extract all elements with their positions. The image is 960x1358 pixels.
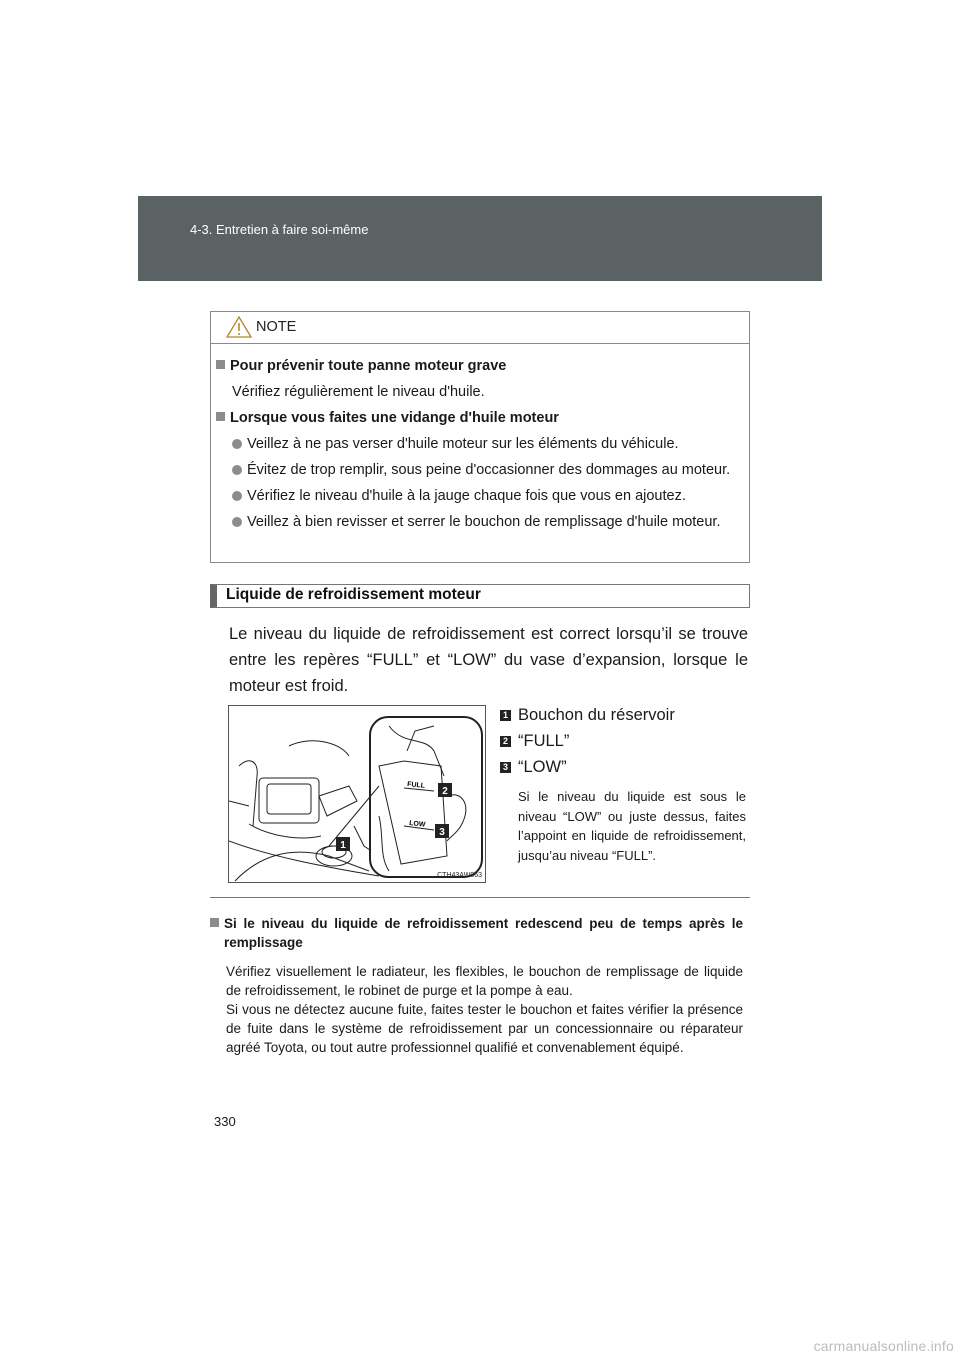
callout-1: 1 (340, 840, 346, 851)
legend-item: 3 “LOW” (500, 756, 750, 779)
note-paragraph: Vérifiez régulièrement le niveau d'huile. (232, 384, 485, 400)
number-badge: 2 (500, 736, 511, 747)
note-bullet: Veillez à bien revisser et serrer le bouchon de remplissage d'huile moteur. (232, 513, 741, 532)
bottom-paragraph: Vérifiez visuellement le radiateur, les flexibles, le bouchon de remplissage de liquide de refroidissement, le robinet de purge et la pompe à eau. Si vous ne détectez aucune fuite, faites tester le bouchon et faites vérifier la présence de fuite dans le système de refroidissement par un concessionnaire ou réparateur agréé Toyota, ou tout autre professionnel qualifié et convenablement équipé. (226, 964, 743, 1055)
circle-bullet-icon (232, 439, 242, 449)
section-breadcrumb: 4-3. Entretien à faire soi-même (190, 222, 369, 237)
callout-3: 3 (439, 827, 445, 838)
bottom-heading: Si le niveau du liquide de refroidissement redescend peu de temps après le remplissage (210, 914, 743, 952)
illustration-code: CTH43AW063 (437, 872, 482, 879)
legend-item: 1 Bouchon du réservoir (500, 704, 750, 727)
section-title: Liquide de refroidissement moteur (226, 586, 481, 603)
note-box (210, 311, 750, 563)
page-number: 330 (214, 1114, 236, 1129)
header-band (138, 196, 822, 281)
legend-note: Si le niveau du liquide est sous le niveau “LOW” ou juste dessus, faites l’appoint en liquide de refroidissement, jusqu’au niveau “FULL”. (518, 789, 746, 863)
note-bullet: Veillez à ne pas verser d'huile moteur sur les éléments du véhicule. (232, 435, 741, 454)
warning-icon (226, 316, 252, 338)
engine-illustration (228, 705, 486, 883)
note-body (211, 344, 749, 532)
square-bullet-icon (216, 412, 225, 421)
note-bullet: Évitez de trop remplir, sous peine d'occasionner des dommages au moteur. (232, 461, 741, 480)
square-bullet-icon (216, 360, 225, 369)
bottom-section (210, 914, 743, 1057)
legend-list (500, 704, 750, 779)
note-heading-2: Lorsque vous faites une vidange d'huile moteur (216, 409, 741, 428)
note-label: NOTE (256, 319, 297, 335)
square-bullet-icon (210, 918, 219, 927)
engine-drawing (229, 706, 486, 883)
note-header (211, 312, 749, 344)
number-badge: 3 (500, 762, 511, 773)
number-badge: 1 (500, 710, 511, 721)
note-bullet: Vérifiez le niveau d'huile à la jauge chaque fois que vous en ajoutez. (232, 487, 741, 506)
watermark: carmanualsonline.info (813, 1338, 954, 1354)
section-title-bar (210, 584, 750, 608)
divider (210, 897, 750, 898)
circle-bullet-icon (232, 491, 242, 501)
intro-paragraph: Le niveau du liquide de refroidissement est correct lorsqu’il se trouve entre les repères “FULL” et “LOW” du vase d’expansion, lorsque le moteur est froid. (229, 625, 748, 695)
callout-2: 2 (442, 786, 448, 797)
low-mark: LOW (408, 820, 426, 829)
note-heading-1: Pour prévenir toute panne moteur grave (216, 357, 741, 376)
circle-bullet-icon (232, 517, 242, 527)
full-mark: FULL (406, 781, 426, 790)
legend-item: 2 “FULL” (500, 730, 750, 753)
circle-bullet-icon (232, 465, 242, 475)
